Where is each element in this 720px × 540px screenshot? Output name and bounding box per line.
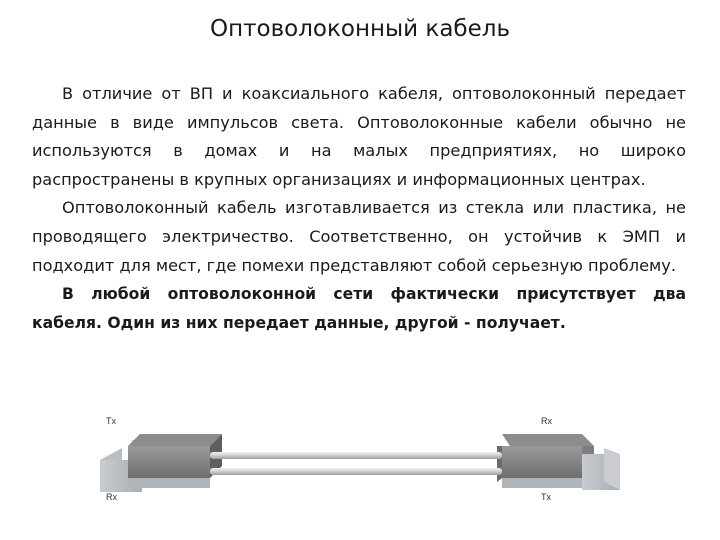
- label-right-rx: Rx: [541, 416, 552, 426]
- right-connector: [497, 434, 620, 490]
- body-text: [32, 80, 686, 337]
- paragraph-intro: В отличие от ВП и коаксиального кабеля, оптоволоконный передает данные в виде импульсов света. Оптоволоконные кабели обычно не используются в домах и на малых предприятиях, но широко распространены в крупных организациях и информационных центрах.: [32, 84, 686, 189]
- paragraph-two-cables: В любой оптоволоконной сети фактически присутствует два кабеля. Один из них передает данные, другой - получает.: [32, 285, 686, 332]
- label-left-tx: Tx: [106, 416, 116, 426]
- paragraph-material: Оптоволоконный кабель изготавливается из стекла или пластика, не проводящего электричество. Соответственно, он устойчив к ЭМП и подходит для мест, где помехи представляют собой серьезную проблему.: [32, 198, 686, 275]
- label-left-rx: Rx: [106, 492, 117, 502]
- left-connector: [100, 434, 222, 492]
- fiber-strands: [210, 452, 502, 475]
- cable-illustration: [92, 410, 632, 510]
- label-right-tx: Tx: [541, 492, 551, 502]
- fiber-cable-diagram: [92, 410, 632, 510]
- page-title: Оптоволоконный кабель: [209, 16, 511, 42]
